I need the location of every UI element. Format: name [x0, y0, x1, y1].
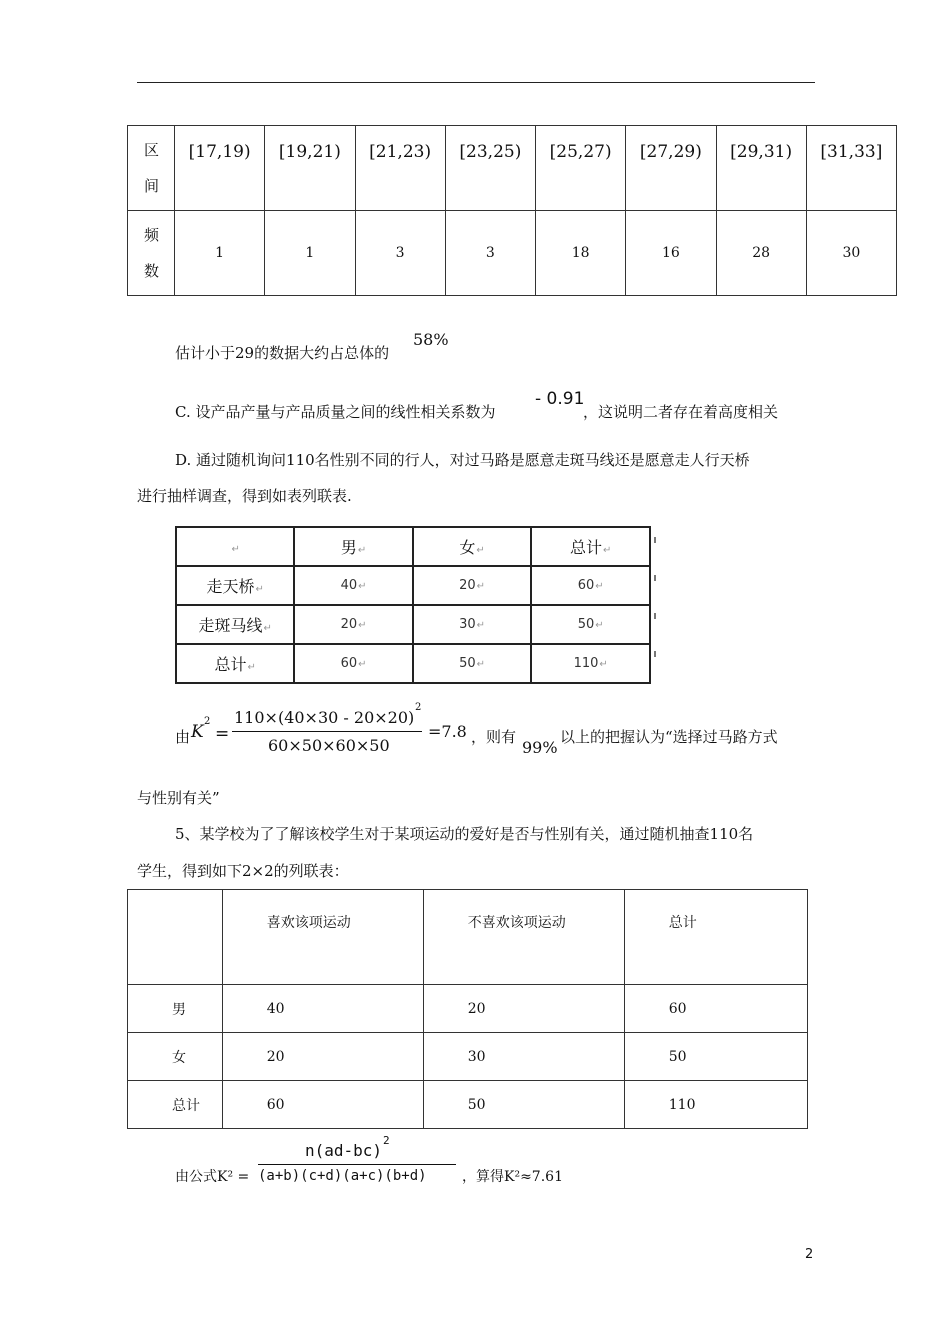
header-cell: 总计	[624, 890, 807, 985]
formula1-numerator: 110×(40×30 - 20×20)	[234, 708, 415, 727]
frequency-cell: 3	[445, 211, 535, 296]
interval-cell: [25,27)	[536, 126, 626, 211]
frequency-cell: 1	[265, 211, 355, 296]
formula1-prefix: 由	[175, 728, 191, 746]
table-edge-mark	[654, 651, 656, 657]
page-number: 2	[805, 1247, 814, 1262]
interval-cell: [21,23)	[355, 126, 445, 211]
header-cell: 女↵	[413, 527, 532, 566]
table-cell: 110	[624, 1081, 807, 1129]
formula1-numerator-sup: 2	[415, 702, 422, 713]
table-row	[128, 1033, 808, 1081]
header-cell: 喜欢该项运动	[222, 890, 423, 985]
header-cell: 不喜欢该项运动	[423, 890, 624, 985]
statement-c-value: - 0.91	[535, 389, 585, 409]
table-edge-mark	[654, 575, 656, 581]
table-row	[176, 566, 650, 605]
header-cell: 总计↵	[531, 527, 650, 566]
table-row	[176, 644, 650, 683]
sport-preference-table	[127, 889, 808, 1129]
statement-c-tail: ，这说明二者存在着高度相关	[583, 403, 779, 421]
table-cell: 50	[624, 1033, 807, 1081]
table-cell: 20	[423, 985, 624, 1033]
formula2-prefix: 由公式K² =	[175, 1169, 250, 1185]
table-cell: 40	[222, 985, 423, 1033]
frequency-row	[128, 211, 897, 296]
frequency-cell: 1	[175, 211, 265, 296]
table-header-row	[176, 527, 650, 566]
table-cell: 60↵	[531, 566, 650, 605]
header-rule	[137, 82, 815, 83]
table-cell: 50↵	[531, 605, 650, 644]
table-cell: 110↵	[531, 644, 650, 683]
formula1-denominator: 60×50×60×50	[268, 736, 390, 755]
formula2-fraction-bar	[258, 1164, 456, 1165]
statement-d-line1: D. 通过随机询问110名性别不同的行人，对过马路是愿意走斑马线还是愿意走人行天桥	[175, 451, 750, 469]
formula2-denominator: (a+b)(c+d)(a+c)(b+d)	[258, 1168, 427, 1184]
table-cell: 30	[423, 1033, 624, 1081]
statement-b-text: 估计小于29的数据大约占总体的	[175, 344, 390, 362]
frequency-cell: 30	[806, 211, 896, 296]
statement-c-text: C. 设产品产量与产品质量之间的线性相关系数为	[175, 403, 496, 421]
formula1-line2: 与性别有关”	[137, 789, 220, 807]
header-cell	[128, 890, 223, 985]
table-row	[128, 985, 808, 1033]
header-cell: 男↵	[294, 527, 413, 566]
table-cell: 40↵	[294, 566, 413, 605]
interval-cell: [31,33]	[806, 126, 896, 211]
interval-cell: [23,25)	[445, 126, 535, 211]
formula1-lhs-sup: 2	[204, 716, 211, 727]
formula2-numerator: n(ad-bc)	[305, 1141, 383, 1160]
frequency-cell: 28	[716, 211, 806, 296]
table-header-row	[128, 890, 808, 985]
formula2-tail: ，算得K²≈7.61	[462, 1169, 563, 1185]
formula1-fraction-bar	[232, 731, 422, 732]
formula1-eq: =	[215, 724, 230, 744]
formula1-lhs: K	[191, 722, 204, 742]
row-label: 总计↵	[176, 644, 294, 683]
table-edge-mark	[654, 537, 656, 543]
interval-cell: [27,29)	[626, 126, 716, 211]
interval-row-header: 区间	[128, 126, 175, 211]
row-label: 走斑马线↵	[176, 605, 294, 644]
frequency-cell: 18	[536, 211, 626, 296]
question5-line2: 学生，得到如下2×2的列联表：	[137, 862, 349, 880]
table-edge-mark	[654, 613, 656, 619]
table-row	[128, 1081, 808, 1129]
header-cell: ↵	[176, 527, 294, 566]
formula2-numerator-sup: 2	[383, 1134, 390, 1147]
interval-cell: [29,31)	[716, 126, 806, 211]
formula1-tail: 以上的把握认为“选择过马路方式	[560, 728, 778, 746]
row-label: 走天桥↵	[176, 566, 294, 605]
formula1-then: ，则有	[471, 728, 517, 746]
row-label: 女	[128, 1033, 223, 1081]
table-row	[176, 605, 650, 644]
interval-cell: [17,19)	[175, 126, 265, 211]
formula1-result: =7.8	[428, 722, 467, 741]
table-cell: 50	[423, 1081, 624, 1129]
formula1-percent: 99%	[522, 738, 558, 757]
table-cell: 30↵	[413, 605, 532, 644]
frequency-row-header: 频数	[128, 211, 175, 296]
row-label: 总计	[128, 1081, 223, 1129]
table-cell: 20	[222, 1033, 423, 1081]
table-cell: 60↵	[294, 644, 413, 683]
statement-d-line2: 进行抽样调查，得到如表列联表.	[137, 487, 352, 505]
question5-line1: 5、某学校为了了解该校学生对于某项运动的爱好是否与性别有关，通过随机抽查110名	[175, 825, 754, 843]
interval-cell: [19,21)	[265, 126, 355, 211]
table-cell: 50↵	[413, 644, 532, 683]
crosswalk-table	[175, 526, 651, 684]
frequency-cell: 3	[355, 211, 445, 296]
row-label: 男	[128, 985, 223, 1033]
frequency-table	[127, 125, 897, 296]
table-cell: 60	[222, 1081, 423, 1129]
frequency-cell: 16	[626, 211, 716, 296]
table-cell: 20↵	[413, 566, 532, 605]
table-cell: 20↵	[294, 605, 413, 644]
interval-row	[128, 126, 897, 211]
table-cell: 60	[624, 985, 807, 1033]
statement-b-value: 58%	[413, 330, 449, 349]
